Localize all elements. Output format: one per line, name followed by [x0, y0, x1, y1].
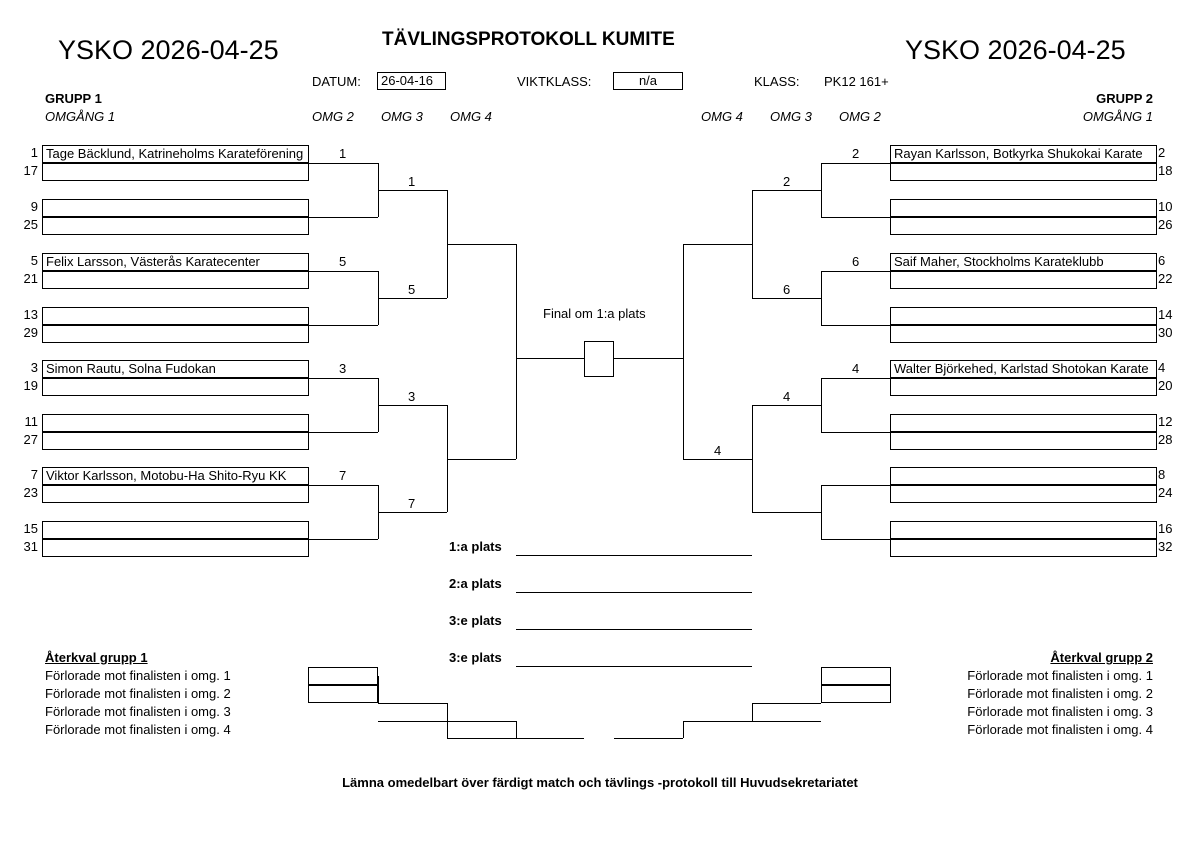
group1-slot-6[interactable]: [42, 271, 309, 289]
repechage2-join-2: [752, 703, 753, 721]
group2-r1-line: [821, 485, 890, 486]
group2-r1-join: [821, 271, 822, 325]
group2-r2-line: [752, 190, 821, 191]
group2-seed-11: 12: [1158, 414, 1173, 429]
group2-to-final-line: [614, 358, 683, 359]
group2-r1-line: [821, 378, 890, 379]
placing-3b-label: 3:e plats: [449, 650, 502, 665]
group2-slot-7[interactable]: [890, 307, 1157, 325]
group1-slot-1[interactable]: [42, 145, 309, 163]
repechage1-join-1: [378, 676, 379, 703]
group1-r2-line: [378, 190, 447, 191]
group2-seed-16: 32: [1158, 539, 1173, 554]
group1-slot-2[interactable]: [42, 163, 309, 181]
group1-slot-3[interactable]: [42, 199, 309, 217]
group1-seed-4: 25: [23, 217, 38, 232]
group2-seed-8: 30: [1158, 325, 1173, 340]
group2-seed-5: 6: [1158, 253, 1166, 268]
group1-seed-3: 9: [30, 199, 38, 214]
group1-to-final-line: [516, 358, 584, 359]
repechage2-box-2: [821, 685, 891, 703]
group2-omg3-winner-1: 2: [783, 174, 791, 189]
group1-omg3-winner-2: 5: [408, 282, 416, 297]
group1-seed-11: 11: [24, 414, 38, 429]
group1-omg2-winner-4: 7: [339, 468, 347, 483]
group1-slot-9-name: Simon Rautu, Solna Fudokan: [46, 361, 216, 376]
group2-r1-line: [821, 325, 890, 326]
group1-slot-14[interactable]: [42, 485, 309, 503]
group2-slot-16[interactable]: [890, 539, 1157, 557]
group1-seed-14: 23: [23, 485, 38, 500]
group2-slot-10[interactable]: [890, 378, 1157, 396]
event-title-left: YSKO 2026-04-25: [58, 35, 279, 65]
group2-r1-line: [821, 432, 890, 433]
group2-seed-12: 28: [1158, 432, 1173, 447]
group1-r2-line: [378, 405, 447, 406]
group2-slot-1-name: Rayan Karlsson, Botkyrka Shukokai Karate: [894, 146, 1143, 161]
repechage1-join-3: [516, 721, 517, 738]
group2-r2-line: [752, 298, 821, 299]
group2-slot-5-name: Saif Maher, Stockholms Karateklubb: [894, 254, 1104, 269]
group1-round4-label: OMG 4: [450, 109, 492, 124]
group2-r3-line: [683, 459, 752, 460]
group1-slot-5[interactable]: [42, 253, 309, 271]
group2-slot-1[interactable]: [890, 145, 1157, 163]
group1-slot-12[interactable]: [42, 432, 309, 450]
placing-3b-line[interactable]: [516, 666, 752, 667]
repechage1-row-1: Förlorade mot finalisten i omg. 1: [45, 668, 231, 683]
group2-r1-join: [821, 163, 822, 217]
group2-omg4-winner-2: 4: [714, 443, 722, 458]
group2-omg3-winner-3: 4: [783, 389, 791, 404]
group1-r1-line: [309, 271, 378, 272]
group2-r2-line: [752, 512, 821, 513]
group2-r2-join: [752, 405, 753, 512]
klass-label: KLASS:: [754, 74, 800, 89]
group1-slot-7[interactable]: [42, 307, 309, 325]
group2-slot-14[interactable]: [890, 485, 1157, 503]
final-box[interactable]: [584, 341, 614, 377]
repechage2-row-2: Förlorade mot finalisten i omg. 2: [967, 686, 1153, 701]
group1-r1-line: [309, 163, 378, 164]
group2-round4-label: OMG 4: [701, 109, 743, 124]
group2-seed-9: 4: [1158, 360, 1166, 375]
event-title-right: YSKO 2026-04-25: [905, 35, 1126, 65]
group2-seed-10: 20: [1158, 378, 1173, 393]
group2-slot-12[interactable]: [890, 432, 1157, 450]
group1-slot-4[interactable]: [42, 217, 309, 235]
group2-r1-join: [821, 485, 822, 539]
group2-slot-2[interactable]: [890, 163, 1157, 181]
group1-seed-13: 7: [30, 467, 38, 482]
group1-r1-line: [309, 325, 378, 326]
repechage1-title: Återkval grupp 1: [45, 650, 148, 665]
placing-1-line[interactable]: [516, 555, 752, 556]
group2-seed-2: 18: [1158, 163, 1173, 178]
repechage2-join-1: [821, 676, 822, 703]
repechage1-row-3: Förlorade mot finalisten i omg. 3: [45, 704, 231, 719]
group2-title: GRUPP 2: [1096, 91, 1153, 106]
group2-slot-9[interactable]: [890, 360, 1157, 378]
group1-r1-line: [309, 539, 378, 540]
group1-omg3-winner-1: 1: [408, 174, 416, 189]
group1-r3-line: [447, 459, 516, 460]
group1-seed-6: 21: [23, 271, 38, 286]
group2-seed-6: 22: [1158, 271, 1173, 286]
repechage2-title: Återkval grupp 2: [1050, 650, 1153, 665]
placing-2-label: 2:a plats: [449, 576, 502, 591]
group2-seed-4: 26: [1158, 217, 1173, 232]
group1-slot-8[interactable]: [42, 325, 309, 343]
group1-omg2-winner-1: 1: [339, 146, 347, 161]
group2-r2-line: [752, 405, 821, 406]
datum-label: DATUM:: [312, 74, 361, 89]
group1-slot-10[interactable]: [42, 378, 309, 396]
group2-slot-5[interactable]: [890, 253, 1157, 271]
group2-round3-label: OMG 3: [770, 109, 812, 124]
repechage2-row-3: Förlorade mot finalisten i omg. 3: [967, 704, 1153, 719]
group1-omg3-winner-3: 3: [408, 389, 416, 404]
group1-seed-8: 29: [23, 325, 38, 340]
repechage1-step-2: [378, 721, 447, 722]
group1-r3-line: [447, 244, 516, 245]
group2-slot-9-name: Walter Björkehed, Karlstad Shotokan Karate: [894, 361, 1149, 376]
group1-seed-12: 27: [23, 432, 38, 447]
group2-seed-14: 24: [1158, 485, 1173, 500]
protocol-title: TÄVLINGSPROTOKOLL KUMITE: [382, 29, 675, 50]
viktklass-field[interactable]: n/a: [613, 72, 683, 90]
repechage2-row-4: Förlorade mot finalisten i omg. 4: [967, 722, 1153, 737]
footer-note: Lämna omedelbart över färdigt match och tävlings -protokoll till Huvudsekretariatet: [342, 775, 858, 790]
group1-omg2-winner-2: 5: [339, 254, 347, 269]
group1-omg2-winner-3: 3: [339, 361, 347, 376]
group1-seed-15: 15: [23, 521, 38, 536]
viktklass-label: VIKTKLASS:: [517, 74, 592, 89]
group2-r2-join: [752, 190, 753, 298]
group1-slot-9[interactable]: [42, 360, 309, 378]
group1-r2-line: [378, 512, 447, 513]
group1-seed-5: 5: [30, 253, 38, 268]
group1-slot-13[interactable]: [42, 467, 309, 485]
group1-seed-10: 19: [23, 378, 38, 393]
group2-r1-line: [821, 217, 890, 218]
group1-slot-16[interactable]: [42, 539, 309, 557]
repechage1-row-2: Förlorade mot finalisten i omg. 2: [45, 686, 231, 701]
group1-seed-16: 31: [23, 539, 38, 554]
group2-seed-1: 2: [1158, 145, 1166, 160]
repechage2-step-2: [752, 721, 821, 722]
group2-r1-join: [821, 378, 822, 432]
group1-slot-11[interactable]: [42, 414, 309, 432]
group1-r1-line: [309, 217, 378, 218]
group2-seed-15: 16: [1158, 521, 1173, 536]
group1-seed-7: 13: [23, 307, 38, 322]
group2-slot-15[interactable]: [890, 521, 1157, 539]
group2-round1-label: OMGÅNG 1: [1082, 109, 1153, 124]
group1-slot-15[interactable]: [42, 521, 309, 539]
group2-round2-label: OMG 2: [839, 109, 881, 124]
group1-seed-1: 1: [30, 145, 38, 160]
repechage2-final-line: [614, 738, 683, 739]
group2-seed-13: 8: [1158, 467, 1166, 482]
final-label: Final om 1:a plats: [543, 306, 646, 321]
group1-title: GRUPP 1: [45, 91, 102, 106]
group1-slot-5-name: Felix Larsson, Västerås Karatecenter: [46, 254, 260, 269]
group2-slot-13[interactable]: [890, 467, 1157, 485]
group1-seed-2: 17: [23, 163, 38, 178]
group2-omg3-winner-2: 6: [783, 282, 791, 297]
group1-seed-9: 3: [30, 360, 38, 375]
group2-r3-line: [683, 244, 752, 245]
placing-3a-line[interactable]: [516, 629, 752, 630]
group2-slot-3[interactable]: [890, 199, 1157, 217]
group1-slot-1-name: Tage Bäcklund, Katrineholms Karateförening: [46, 146, 304, 161]
group2-slot-6[interactable]: [890, 271, 1157, 289]
klass-value: PK12 161+: [824, 74, 889, 89]
datum-field[interactable]: 26-04-16: [377, 72, 446, 90]
repechage2-step-1: [752, 703, 821, 704]
repechage1-row-4: Förlorade mot finalisten i omg. 4: [45, 722, 231, 737]
repechage2-join-3: [683, 721, 684, 738]
placing-1-label: 1:a plats: [449, 539, 502, 554]
repechage1-final-line: [447, 738, 584, 739]
group1-slot-13-name: Viktor Karlsson, Motobu-Ha Shito-Ryu KK: [46, 468, 287, 483]
group1-r1-line: [309, 432, 378, 433]
group2-r1-line: [821, 271, 890, 272]
group1-round1-label: OMGÅNG 1: [45, 109, 116, 124]
group1-omg3-winner-4: 7: [408, 496, 416, 511]
repechage2-row-1: Förlorade mot finalisten i omg. 1: [967, 668, 1153, 683]
group1-r1-line: [309, 485, 378, 486]
repechage1-step-1: [378, 703, 447, 704]
group2-omg2-winner-1: 2: [852, 146, 860, 161]
group2-omg2-winner-2: 6: [852, 254, 860, 269]
group2-r1-line: [821, 539, 890, 540]
group2-seed-3: 10: [1158, 199, 1173, 214]
repechage2-step-3: [683, 721, 752, 722]
group2-omg2-winner-3: 4: [852, 361, 860, 376]
placing-3a-label: 3:e plats: [449, 613, 502, 628]
group2-r1-line: [821, 163, 890, 164]
repechage2-box-1: [821, 667, 891, 685]
group2-slot-8[interactable]: [890, 325, 1157, 343]
group1-r1-line: [309, 378, 378, 379]
group2-r3-join: [683, 244, 684, 459]
group2-slot-4[interactable]: [890, 217, 1157, 235]
group1-r2-line: [378, 298, 447, 299]
group1-round2-label: OMG 2: [312, 109, 354, 124]
repechage1-box-1: [308, 667, 378, 685]
repechage1-box-2: [308, 685, 378, 703]
group1-r3-join: [516, 244, 517, 459]
group2-seed-7: 14: [1158, 307, 1173, 322]
group2-slot-11[interactable]: [890, 414, 1157, 432]
repechage1-step-3: [447, 721, 516, 722]
placing-2-line[interactable]: [516, 592, 752, 593]
group1-round3-label: OMG 3: [381, 109, 423, 124]
